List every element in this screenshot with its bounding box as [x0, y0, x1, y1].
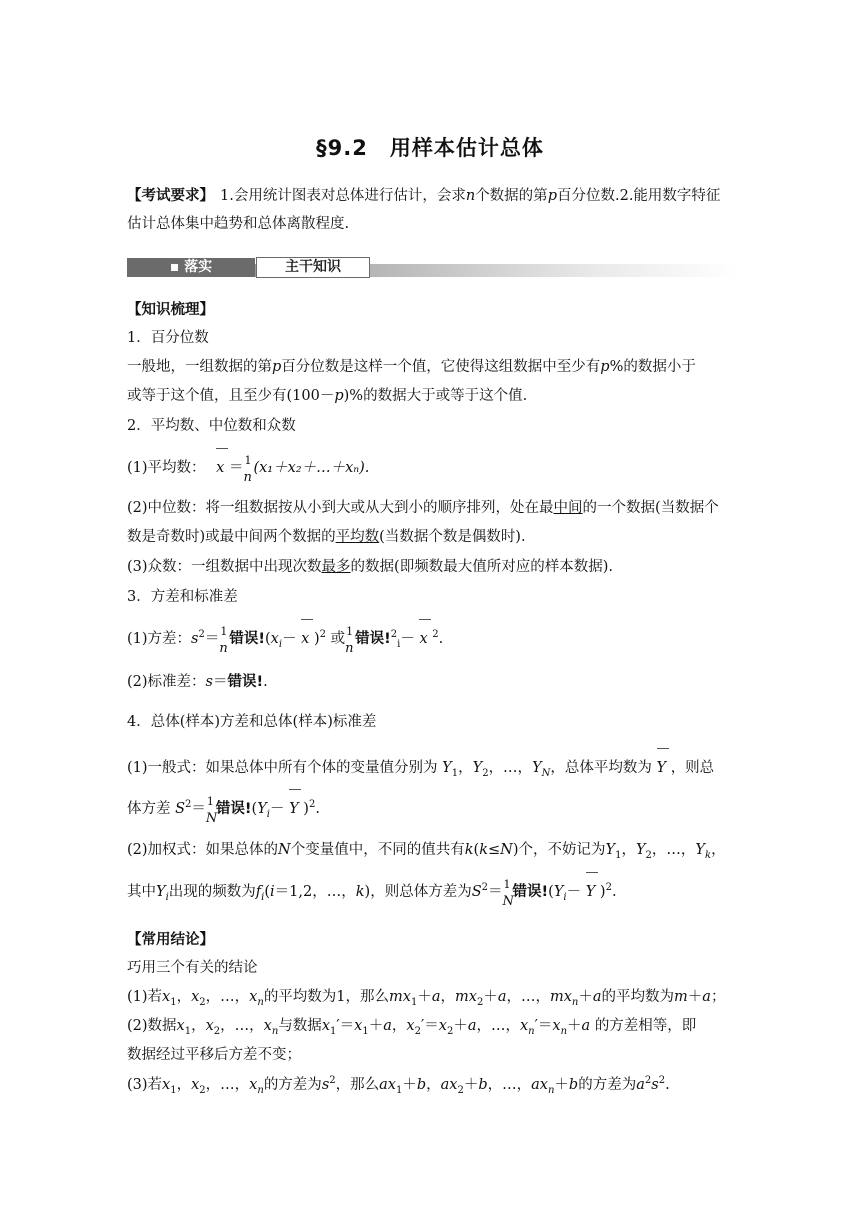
- banner-label-left: ▪ 落实: [169, 259, 213, 275]
- section-4-title: 4．总体(样本)方差和总体(样本)标准差: [127, 714, 377, 730]
- weighted-form-line-2: 其中$Y_i$出现的频数为$f_i(i=1,2$，…，k)，则总体方差为$S^2=$ 1 N 错误$!(Y_i- Y$ )$^2$.: [127, 878, 617, 909]
- median-line-2: 数是奇数时)或最中间两个数据的平均数(当数据个数是偶数时).: [127, 529, 526, 545]
- percentile-definition-line-1: 一般地，一组数据的第p百分位数是这样一个值，它使得这组数据中至少有p%的数据小于: [127, 359, 696, 375]
- page-title: §9.2 用样本估计总体: [316, 136, 544, 160]
- section-2-title: 2．平均数、中位数和众数: [127, 418, 296, 434]
- conclusions-heading: 【常用结论】: [127, 932, 214, 948]
- knowledge-heading: 【知识梳理】: [127, 302, 214, 318]
- weighted-form-line-1: (2)加权式：如果总体的N个变量值中，不同的值共有k(k≤N)个，不妨记为$Y_1$，$Y_2$，…，$Y_k$，: [127, 842, 726, 861]
- section-banner: [127, 256, 737, 280]
- mean-formula: (1)平均数： x ＝ 1 n (x₁＋x₂＋…＋xₙ).: [127, 454, 370, 485]
- section-1-title: 1．百分位数: [127, 330, 209, 346]
- banner-label-right: 主干知识: [285, 259, 341, 275]
- conclusion-2-line-2: 数据经过平移后方差不变；: [127, 1047, 301, 1063]
- mode-line: (3)众数：一组数据中出现次数最多的数据(即频数最大值所对应的样本数据).: [127, 559, 613, 575]
- section-3-title: 3．方差和标准差: [127, 589, 238, 605]
- percentile-definition-line-2: 或等于这个值，且至少有(100－p)%的数据大于或等于这个值.: [127, 388, 528, 404]
- exam-requirement-line-1: 【考试要求】 1.会用统计图表对总体进行估计，会求n个数据的第p百分位数.2.能用数字特征: [127, 188, 721, 204]
- conclusion-3: (3)若$x_1$，$x_2$，…，$x_n$的方差为$s^2$，那么$ax_1+b$，$ax_2+b$，…，$ax_n+b$的方差为$a^2s^2$.: [127, 1075, 670, 1096]
- requirement-label: 【考试要求】: [127, 188, 214, 204]
- median-line-1: (2)中位数：将一组数据按从小到大或从大到小的顺序排列，处在最中间的一个数据(当数据个: [127, 500, 719, 516]
- exam-requirement-line-2: 估计总体集中趋势和总体离散程度.: [127, 216, 350, 232]
- conclusion-2-line-1: (2)数据$x_1$，$x_2$，…，$x_n$与数据$x_1'=x_1+a$，$x_2'=x_2+a$，…，$x_n'=x_n+a$ 的方差相等，即: [127, 1018, 697, 1037]
- conclusion-1: (1)若$x_1$，$x_2$，…，$x_n$的平均数为1，那么$mx_1+a$，$mx_2+a$，…，$mx_n+a$的平均数为m＋a；: [127, 989, 726, 1008]
- general-form-line-2: 体方差 $S^2=$ 1 N 错误$!(Y_i- Y$ )$^2$.: [127, 795, 320, 826]
- general-form-line-1: (1)一般式：如果总体中所有个体的变量值分别为 $Y_1$，$Y_2$，…，$Y_N$，总体平均数为 Y ，则总: [127, 760, 715, 779]
- std-formula: (2)标准差：s＝错误!.: [127, 674, 268, 690]
- conclusions-intro: 巧用三个有关的结论: [127, 960, 258, 976]
- variance-formula: (1)方差：$s^2=$ 1 n 错误$!(x_i- x$ )$^2$ 或 1 n 错误!$^2_i$－ x $^2$.: [127, 625, 444, 656]
